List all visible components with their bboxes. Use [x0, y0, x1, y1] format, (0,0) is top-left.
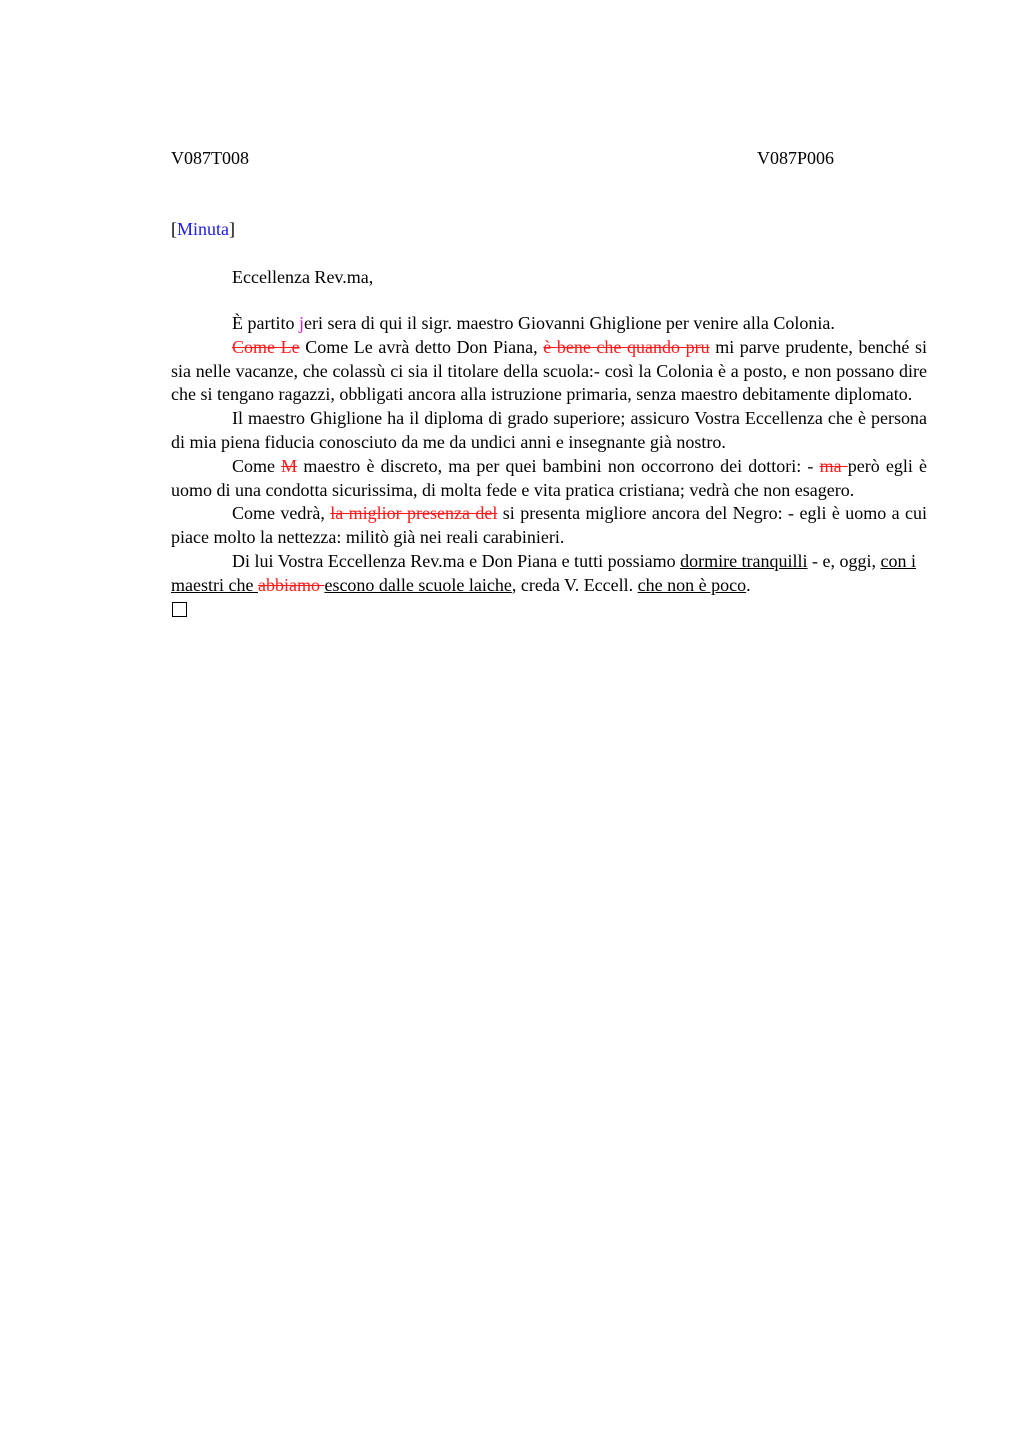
text-segment: però egli è uomo di una condotta sicurissima, di molta fede e vita pratica cristiana; vedrà che non esagero.: [171, 455, 927, 500]
underlined-text: con i maestri che: [171, 550, 917, 595]
deleted-text: è bene che quando pru: [543, 336, 710, 357]
text-segment: .: [746, 574, 751, 595]
paragraph-5: [171, 502, 927, 550]
deleted-text: Come Le: [232, 336, 300, 357]
letter-body: [171, 312, 927, 617]
end-marker-box: [172, 602, 187, 617]
document-code-left: V087T008: [171, 148, 249, 168]
deleted-text: abbiamo: [257, 574, 325, 595]
paragraph-4: [171, 455, 927, 503]
close-bracket: ]: [229, 219, 235, 239]
underlined-text: dormire tranquilli: [680, 550, 808, 571]
text-segment: maestro è discreto, ma per quei bambini non occorrono dei dottori: -: [297, 455, 820, 476]
text-segment: È partito: [232, 313, 299, 333]
paragraph-2: [171, 336, 927, 407]
text-segment: Come Le avrà detto Don Piana,: [299, 336, 544, 357]
deleted-text: ma: [819, 455, 848, 476]
inserted-letter: j: [298, 313, 304, 333]
text-segment: , creda V. Eccell.: [511, 574, 638, 595]
text-segment: Come: [232, 455, 282, 476]
underlined-text: escono dalle scuole laiche: [324, 574, 512, 595]
text-segment: eri sera di qui il sigr. maestro Giovanni Ghiglione per venire alla Colonia.: [304, 313, 835, 333]
minuta-text: Minuta: [177, 219, 229, 239]
text-segment: - e, oggi,: [807, 550, 881, 571]
text-segment: si presenta migliore ancora del Negro: - egli è uomo a cui piace molto la nettezza: militò già nei reali carabinieri.: [171, 503, 927, 548]
underlined-text: che non è poco: [637, 574, 747, 595]
deleted-text: la miglior presenza del: [330, 503, 498, 524]
text-segment: Di lui Vostra Eccellenza Rev.ma e Don Piana e tutti possiamo: [232, 550, 681, 571]
text-segment: mi parve prudente, benché si sia nelle vacanze, che colassù ci sia il titolare della scuola:- così la Colonia è a posto, e non possano dire che si tengano ragazzi, obbligati ancora alla istruzione primaria, senza maestro debitamente diplomato.: [171, 336, 928, 405]
paragraph-3: [171, 407, 927, 455]
paragraph-1: [171, 312, 927, 336]
open-bracket: [: [171, 219, 177, 239]
text-segment: Come vedrà,: [232, 503, 331, 524]
paragraph-6: [171, 550, 927, 598]
minuta-label: [171, 218, 235, 240]
document-code-right: V087P006: [757, 148, 835, 168]
salutation: Eccellenza Rev.ma,: [232, 267, 374, 287]
deleted-text: M: [281, 455, 298, 476]
text-segment: Il maestro Ghiglione ha il diploma di grado superiore; assicuro Vostra Eccellenza che è persona di mia piena fiducia conosciuto da me da undici anni e insegnante già nostro.: [171, 408, 927, 452]
